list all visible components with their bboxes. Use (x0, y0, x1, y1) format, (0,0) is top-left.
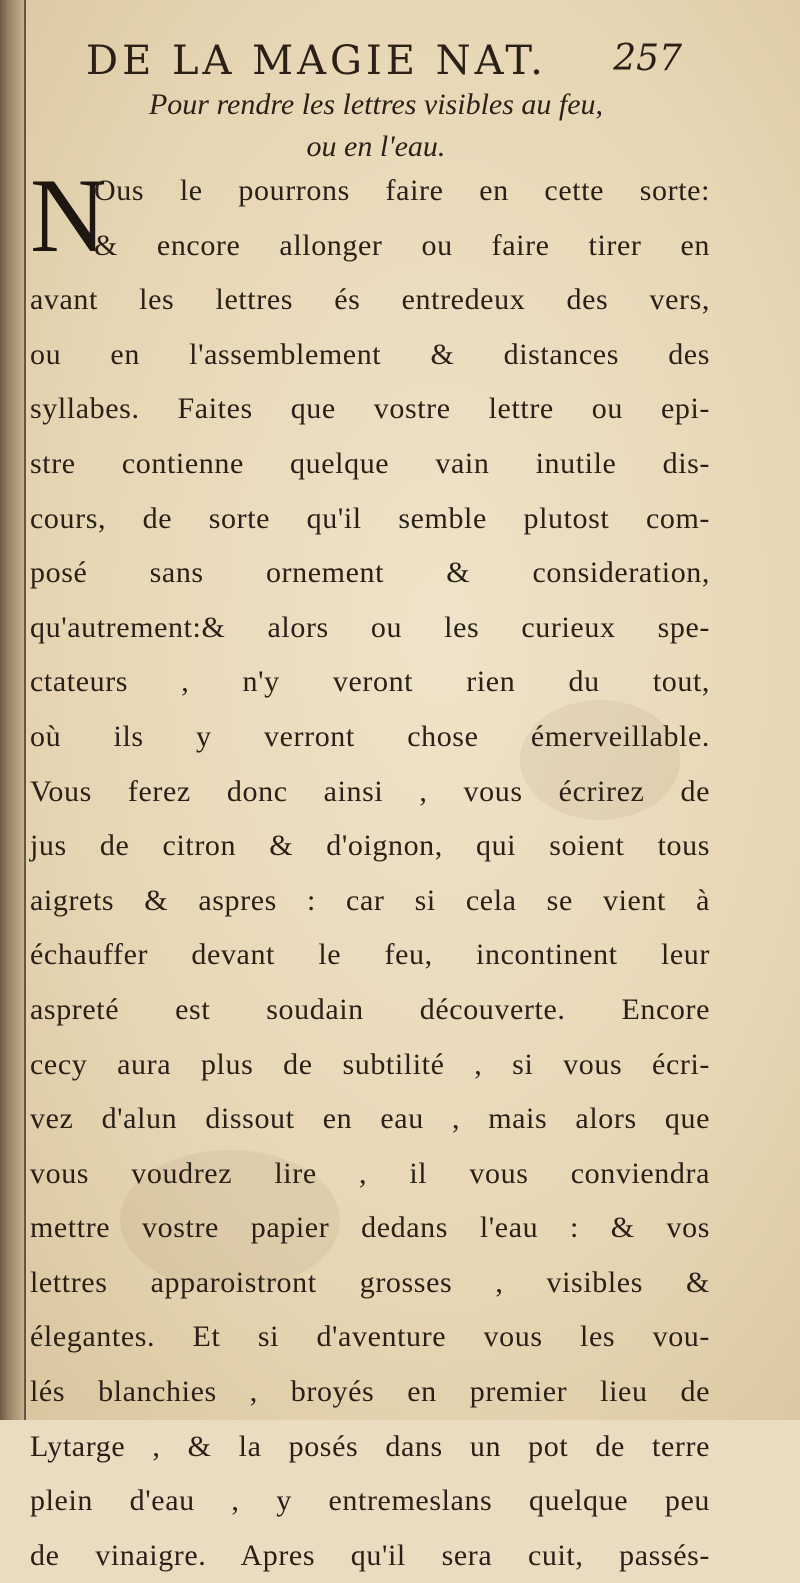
text-line: lés blanchies , broyés en premier lieu de (30, 1375, 710, 1409)
page-number: 257 (613, 38, 682, 79)
page-edge-line (24, 0, 26, 1420)
drop-capital: N (30, 157, 107, 274)
book-gutter (0, 0, 26, 1420)
text-line: vous voudrez lire , il vous conviendra (30, 1156, 710, 1190)
text-line: ctateurs , n'y veront rien du tout, (30, 665, 710, 699)
text-line: élegantes. Et si d'aventure vous les vou- (30, 1320, 710, 1354)
text-line: avant les lettres és entredeux des vers, (30, 283, 710, 317)
text-line: mettre vostre papier dedans l'eau : & vos (30, 1211, 710, 1245)
text-line: qu'autrement:& alors ou les curieux spe- (30, 610, 710, 644)
text-line: syllabes. Faites que vostre lettre ou epi- (30, 392, 710, 426)
text-line: stre contienne quelque vain inutile dis- (30, 446, 710, 480)
text-line: de vinaigre. Apres qu'il sera cuit, passés- (30, 1538, 710, 1572)
text-line: ou en l'assemblement & distances des (30, 337, 710, 371)
text-line: cours, de sorte qu'il semble plutost com- (30, 501, 710, 535)
text-line: posé sans ornement & consideration, (30, 556, 710, 590)
text-line: aspreté est soudain découverte. Encore (30, 992, 710, 1026)
text-line: plein d'eau , y entremeslans quelque peu (30, 1484, 710, 1518)
text-line: Vous ferez donc ainsi , vous écrirez de (30, 774, 710, 808)
text-line: aigrets & aspres : car si cela se vient à (30, 883, 710, 917)
text-line: échauffer devant le feu, incontinent leur (30, 938, 710, 972)
text-line: Lytarge , & la posés dans un pot de terre (30, 1429, 710, 1463)
text-line: Ous le pourrons faire en cette sorte: (94, 174, 710, 207)
running-head (86, 38, 686, 88)
text-line: vez d'alun dissout en eau , mais alors que (30, 1102, 710, 1136)
text-line: cecy aura plus de subtilité , si vous écri- (30, 1047, 710, 1081)
section-title-line: ou en l'eau. (306, 130, 446, 163)
section-title (36, 84, 716, 168)
text-line: où ils y verront chose émerveillable. (30, 719, 710, 753)
section-title-line: Pour rendre les lettres visibles au feu, (148, 88, 604, 121)
text-line: & encore allonger ou faire tirer en (94, 228, 710, 262)
running-title: DE LA MAGIE NAT. (86, 38, 547, 84)
text-line: jus de citron & d'oignon, qui soient tous (30, 829, 710, 863)
text-line: lettres apparoistront grosses , visibles & (30, 1265, 710, 1299)
body-text (30, 157, 710, 1583)
